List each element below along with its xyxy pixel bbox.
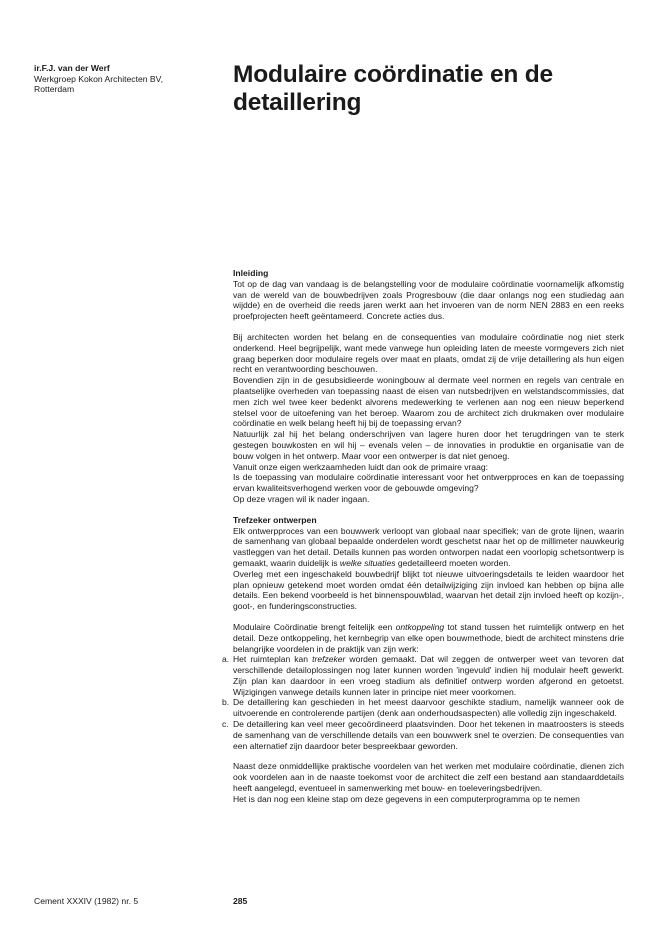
paragraph: Naast deze onmiddellijke praktische voordelen van het werken met modulaire coördinatie, dienen zich ook voordelen aan in de naaste toekomst voor de architect die zelf een bestand aan standaarddetails heeft aangelegd, eventueel in samenwerking met bouw- en toeleveringsbedrijven.	[233, 761, 624, 794]
journal-citation: Cement XXXIV (1982) nr. 5	[34, 896, 139, 906]
paragraph: Elk ontwerpproces van een bouwwerk verloopt van globaal naar specifiek; van de grote lijnen, waarin de samenhang van globaal bepaalde onderdelen wordt geschetst naar het op de millimeter nauwkeurig vastleggen van het detail. Details kunnen pas worden ontworpen nadat een voorlopig schetsontwerp is gemaakt, waarin duidelijk is welke situaties gedetailleerd moeten worden.	[233, 525, 624, 568]
list-item-a: a. Het ruimteplan kan trefzeker worden gemaakt. Dat wil zeggen de ontwerper weet van tevoren dat verschillende detailoplossingen nog later kunnen worden 'ingevuld' indien hij modulair heeft gewerkt. Zijn plan kan daardoor in een vroeg stadium als definitief ontwerp worden afgerond en getoetst. Wijzigingen vanwege details kunnen later in principe niet meer voorkomen.	[222, 654, 625, 697]
author-affiliation: Werkgroep Kokon Architecten BV,	[34, 73, 163, 84]
author-location: Rotterdam	[34, 84, 75, 94]
article-body	[222, 268, 625, 805]
author-name: ir.F.J. van der Werf	[34, 63, 110, 73]
list-marker: a.	[222, 654, 230, 665]
paragraph: Vanuit onze eigen werkzaamheden luidt dan ook de primaire vraag:	[233, 461, 488, 472]
list-item-b: b. De detaillering kan geschieden in het meest daarvoor geschikte stadium, namelijk wanneer ook de uitvoerende en controlerende partijen (denk aan onderhoudsaspecten) alle volledig zijn ingeschakeld.	[222, 697, 624, 719]
paragraph: Modulaire Coördinatie brengt feitelijk een ontkoppeling tot stand tussen het ruimtelijk ontwerp en het detail. Deze ontkoppeling, het kernbegrip van elke open bouwmethode, biedt de architect minstens drie belangrijke voordelen in de praktijk van zijn werk:	[233, 621, 624, 654]
paragraph: Het is dan nog een kleine stap om deze gegevens in een computerprogramma op te nemen	[233, 793, 580, 804]
paragraph: Bij architecten worden het belang en de consequenties van modulaire coördinatie nog niet sterk onderkend. Heel begrijpelijk, want mede vanwege hun opleiding laten de meeste vormgevers zich niet graag beperken door modulaire regels over maat en plaats, omdat zij de vrije detaillering als hun eigen recht en verantwoording beschouwen.	[233, 331, 624, 375]
emphasis: trefzeker	[312, 654, 346, 665]
paragraph: Bovendien zijn in de gesubsidieerde woningbouw al dermate veel normen en regels van centrale en plaatselijke overheden van toepassing naast de eisen van nutsbedrijven en welstandscommissies, dat men zich wel twee keer bedenkt alvorens medewerking te verlenen aan nog een nieuw beperkend stelsel voor de uitoefening van het beroep. Waarom zou de architect zich drukmaken over modulaire coördinatie en welk belang heeft hij bij de toepassing ervan?	[233, 375, 624, 429]
page-number: 285	[233, 896, 248, 906]
paragraph: Tot op de dag van vandaag is de belangstelling voor de modulaire coördinatie voornamelijk afkomstig van de wereld van de bouwbedrijven zoals Progresbouw (die daar onlangs nog een studiedag aan wijdde) en de overheid die reeds jaren werkt aan het invoeren van de norm NEN 2883 en een reeks proefprojecten heeft geëntameerd. Concrete acties dus.	[233, 278, 624, 322]
section-heading-inleiding: Inleiding	[233, 268, 269, 278]
section-heading-trefzeker: Trefzeker ontwerpen	[233, 514, 317, 525]
emphasis: ontkoppeling	[395, 621, 445, 632]
emphasis: welke situaties	[339, 557, 396, 568]
title-line-2: detaillering	[233, 89, 362, 116]
paragraph: Overleg met een ingeschakeld bouwbedrijf blijkt tot nieuwe uitvoeringsdetails te leiden waardoor het plan opnieuw getekend moet worden omdat één detailwijziging zijn invloed kan hebben op bijna alle details. Een bekend voorbeeld is het binnenspouwblad, waarvan het detail zijn invloed heeft op kozijn-, goot-, en funderingsconstructies.	[233, 568, 624, 612]
paragraph: Natuurlijk zal hij het belang onderschrijven van lagere huren door het terugdringen van te sterk gestegen bouwkosten en wil hij – evenals velen – de innovaties in produktie en organisatie van de bouw volgen in het ontwerp. Maar voor een ontwerper is dat niet genoeg.	[233, 429, 624, 461]
article-title	[233, 61, 633, 117]
list-item-c: c. De detaillering kan veel meer gecoördineerd plaatsvinden. Door het tekenen in maatroosters is steeds de samenhang van de verschillende details van een bouwwerk snel te overzien. De consequenties van een alternatief zijn daardoor beter bespreekbaar geworden.	[222, 719, 624, 751]
paragraph: Op deze vragen wil ik nader ingaan.	[233, 493, 370, 504]
list-marker: c.	[222, 719, 229, 730]
title-line-1: Modulaire coördinatie en de	[233, 61, 553, 88]
paragraph: Is de toepassing van modulaire coördinatie interessant voor het ontwerpproces en kan de toepassing ervan kwaliteitsverhogend werken voor de gebouwde omgeving?	[233, 472, 624, 494]
author-block	[34, 63, 224, 95]
list-marker: b.	[222, 697, 230, 708]
